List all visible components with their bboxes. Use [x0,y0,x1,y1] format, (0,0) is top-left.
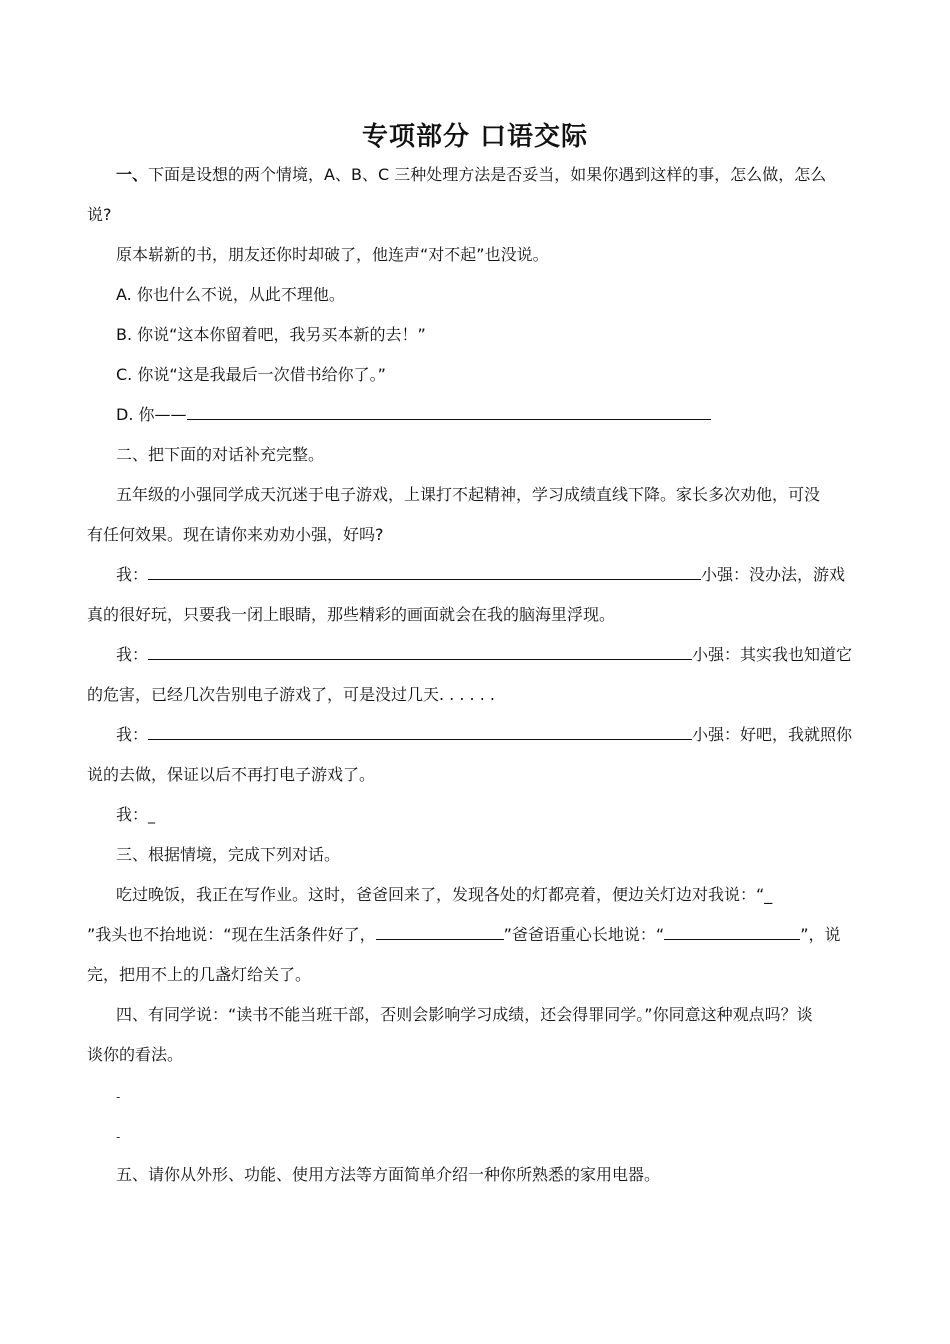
section3-line2 [87,923,865,947]
section3-heading: 三、根据情境，完成下列对话。 [116,845,341,864]
option-a: A. 你也什么不说，从此不理他。 [116,285,345,304]
dialog-cont-2: 的危害，已经几次告别电子游戏了，可是没过几天. . . . . . [87,685,495,704]
option-d [116,403,865,427]
option-d-label: D. 你—— [116,405,187,424]
section4-line1: 四、有同学说：“读书不能当班干部，否则会影响学习成绩，还会得罪同学。”你同意这种观点吗？谈 [116,1005,813,1024]
section5-line1: 五、请你从外形、功能、使用方法等方面简单介绍一种你所熟悉的家用电器。 [116,1165,661,1184]
section2-intro-line2: 有任何效果。现在请你来劝劝小强，好吗? [87,525,384,544]
option-d-answer-blank[interactable] [187,403,711,420]
xiaoqiang-reply-1: 小强：没办法，游戏 [701,565,846,584]
dialog-row-final [116,803,865,827]
section1-prompt-line2: 说? [87,205,112,224]
dialog-cont-1: 真的很好玩，只要我一闭上眼睛，那些精彩的画面就会在我的脑海里浮现。 [87,605,616,624]
me-label: 我： [116,725,149,744]
section4-line2: 谈你的看法。 [87,1045,184,1064]
option-b: B. 你说“这本你留着吧，我另买本新的去！” [116,325,426,344]
section3-line1: 吃过晚饭，我正在写作业。这时，爸爸回来了，发现各处的灯都亮着，便边关灯边对我说：“_ [116,885,773,904]
section1-scenario: 原本崭新的书，朋友还你时却破了，他连声“对不起”也没说。 [116,245,549,264]
me-label: 我： [116,565,149,584]
section2-heading: 二、把下面的对话补充完整。 [116,445,325,464]
xiaoqiang-reply-2: 小强：其实我也知道它 [692,645,853,664]
dialog-answer-blank-3[interactable] [148,723,692,740]
dialog-answer-blank-1[interactable] [148,563,701,580]
me-label: 我： [116,805,149,824]
section1-prompt-line1 [116,163,865,187]
option-c: C. 你说“这是我最后一次借书给你了。” [116,365,386,384]
section3-line2-c: ”，说 [800,925,841,944]
dialog-row-1 [116,563,865,587]
xiaoqiang-reply-3: 小强：好吧，我就照你 [692,725,853,744]
dialog-cont-3: 说的去做，保证以后不再打电子游戏了。 [87,765,376,784]
section3-line2-b: ”爸爸语重心长地说：“ [503,925,665,944]
dialog-answer-blank-2[interactable] [148,643,692,660]
final-answer-mark[interactable]: _ [148,808,156,824]
section1-prompt-text: 下面是设想的两个情境，A、B、C 三种处理方法是否妥当，如果你遇到这样的事，怎么做，怎么 [148,165,827,184]
section2-intro-line1: 五年级的小强同学成天沉迷于电子游戏，上课打不起精神，学习成绩直线下降。家长多次劝他，可没 [116,485,821,504]
answer-line-mark-2[interactable]: - [116,1130,121,1144]
section3-line3: 完，把用不上的几盏灯给关了。 [87,965,312,984]
dialog-row-3 [116,723,865,747]
page-title: 专项部分 口语交际 [361,122,589,152]
me-label: 我： [116,645,149,664]
dialog-row-2 [116,643,865,667]
section1-number: 一、 [116,165,149,184]
son-answer-blank[interactable] [376,923,504,940]
section3-line2-a: ”我头也不抬地说：“现在生活条件好了， [87,925,376,944]
answer-line-mark-1[interactable]: - [116,1090,121,1104]
father-answer-blank[interactable] [664,923,800,940]
